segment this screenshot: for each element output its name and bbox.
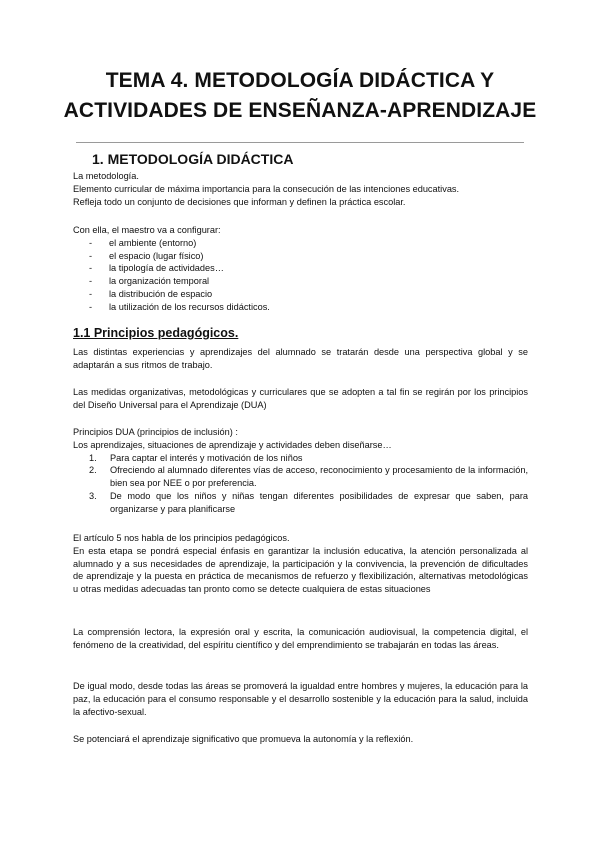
- list-item: - el espacio (lugar físico): [73, 250, 528, 263]
- list-item: - la tipología de actividades…: [73, 262, 528, 275]
- list-number: 2.: [89, 465, 97, 476]
- list-text: Ofreciendo al alumnado diferentes vías de acceso, reconocimiento y procesamiento de la información, bien sea por NEE o por preferencia.: [110, 465, 528, 489]
- paragraph-text: La comprensión lectora, la expresión oral y escrita, la comunicación audiovisual, la competencia digital, el fenómeno de la creatividad, del espíritu científico y del emprendimiento se trabajarán en todas las áreas.: [73, 627, 528, 650]
- list-item: [73, 464, 528, 490]
- article-5-block: [73, 532, 528, 596]
- list-item: - la utilización de los recursos didácticos.: [73, 301, 528, 314]
- list-number: 1.: [89, 452, 97, 463]
- paragraph-competences: [73, 626, 528, 652]
- dua-list: [73, 452, 528, 516]
- list-item: - la distribución de espacio: [73, 288, 528, 301]
- title-line-1: TEMA 4. METODOLOGÍA DIDÁCTICA Y: [105, 69, 495, 92]
- paragraph-dua: [73, 386, 528, 412]
- list-number: 3.: [89, 490, 97, 501]
- paragraph-text: Se potenciará el aprendizaje significativo que promueva la autonomía y la reflexión.: [73, 734, 414, 744]
- paragraph-meaningful-learning: [73, 733, 528, 746]
- section-1-heading: 1. METODOLOGÍA DIDÁCTICA: [92, 151, 294, 167]
- list-item: [73, 452, 528, 465]
- paragraph-text: Las distintas experiencias y aprendizajes del alumnado se tratarán desde una perspectiva global y se adaptarán a sus ritmos de trabajo.: [73, 347, 528, 370]
- section-1-1-heading: 1.1 Principios pedagógicos.: [73, 326, 239, 340]
- dua-principles: [73, 426, 528, 516]
- article-5-text: En esta etapa se pondrá especial énfasis en garantizar la inclusión educativa, la atención personalizada al alumnado y a sus necesidades de aprendizaje, la participación y la convivencia, la prevención de dificultades de aprendizaje y la puesta en práctica de mecanismos de refuerzo y flexibilización, alternativas metodológicas u otras medidas adecuadas tan pronto como se detecte cualquiera de estas situaciones: [73, 545, 528, 595]
- list-text: Para captar el interés y motivación de los niños: [110, 452, 303, 463]
- list-item: - la organización temporal: [73, 275, 528, 288]
- dua-label: Principios DUA (principios de inclusión) :: [73, 427, 238, 437]
- dua-lead: Los aprendizajes, situaciones de aprendizaje y actividades deben diseñarse…: [73, 439, 392, 450]
- paragraph-global-perspective: [73, 346, 528, 372]
- list-item: [73, 490, 528, 516]
- title-divider: [76, 142, 524, 143]
- configure-lead: Con ella, el maestro va a configurar:: [73, 225, 221, 235]
- document-title: [40, 66, 560, 126]
- section-1-intro: [73, 170, 528, 208]
- article-5-label: El artículo 5 nos habla de los principios pedagógicos.: [73, 533, 290, 543]
- list-item: - el ambiente (entorno): [73, 237, 528, 250]
- list-text: De modo que los niños y niñas tengan diferentes posibilidades de expresar que saben, para organizarse y para planificarse: [110, 490, 528, 514]
- paragraph-text: Las medidas organizativas, metodológicas y curriculares que se adopten a tal fin se regirán por los principios del Diseño Universal para el Aprendizaje (DUA): [73, 387, 528, 410]
- title-line-2: ACTIVIDADES DE ENSEÑANZA-APRENDIZAJE: [63, 99, 537, 122]
- intro-line: Elemento curricular de máxima importancia para la consecución de las intenciones educativas.: [73, 183, 460, 194]
- configure-list: [73, 237, 528, 314]
- intro-line: Refleja todo un conjunto de decisiones que informan y definen la práctica escolar.: [73, 196, 406, 207]
- configure-block: [73, 224, 528, 314]
- paragraph-equality: [73, 680, 528, 718]
- intro-line: La metodología.: [73, 171, 139, 181]
- paragraph-text: De igual modo, desde todas las áreas se promoverá la igualdad entre hombres y mujeres, la educación para la paz, la educación para el consumo responsable y el desarrollo sostenible y la educación para la salud, incluida la afectivo-sexual.: [73, 681, 528, 717]
